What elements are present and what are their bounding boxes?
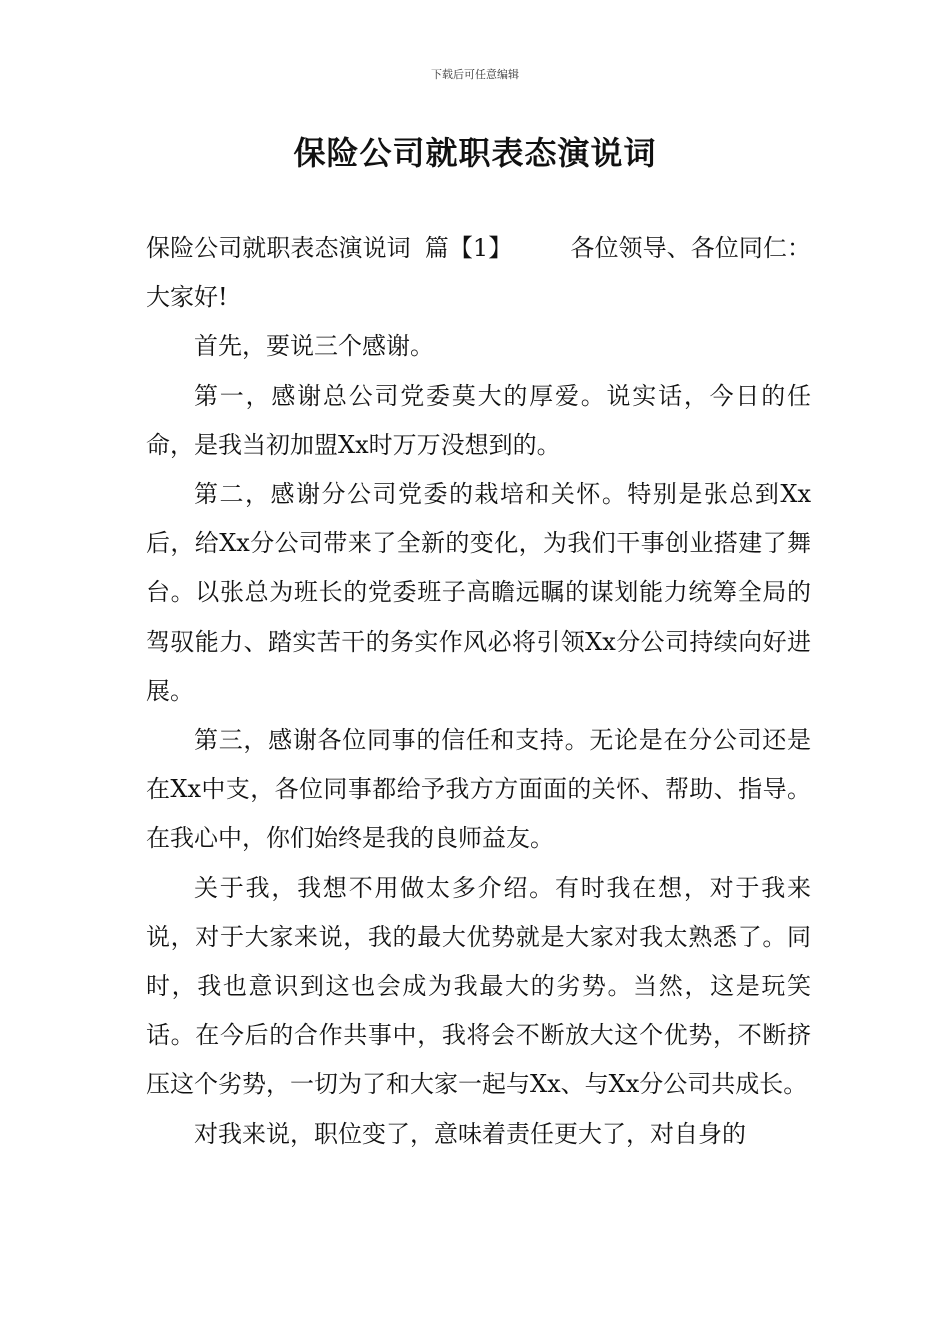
intro-paragraph bbox=[146, 224, 811, 322]
body-paragraph: 第二，感谢分公司党委的栽培和关怀。特别是张总到Xx后，给Xx分公司带来了全新的变化，为我们干事创业搭建了舞台。以张总为班长的党委班子高瞻远瞩的谋划能力统筹全局的驾驭能力、踏实苦干的务实作风必将引领Xx分公司持续向好进展。 bbox=[146, 480, 811, 705]
body-paragraph: 关于我，我想不用做太多介绍。有时我在想，对于我来说，对于大家来说，我的最大优势就是大家对我太熟悉了。同时，我也意识到这也会成为我最大的劣势。当然，这是玩笑话。在今后的合作共事中，我将会不断放大这个优势，不断挤压这个劣势，一切为了和大家一起与Xx、与Xx分公司共成长。 bbox=[146, 873, 811, 1099]
document-title: 保险公司就职表态演说词 bbox=[293, 134, 657, 172]
intro-heading: 保险公司就职表态演说词 bbox=[146, 234, 411, 262]
document-body bbox=[146, 224, 811, 1159]
body-paragraph: 第三，感谢各位同事的信任和支持。无论是在分公司还是在Xx中支，各位同事都给予我方方面面的关怀、帮助、指导。在我心中，你们始终是我的良师益友。 bbox=[146, 726, 811, 853]
body-paragraph: 对我来说，职位变了，意味着责任更大了，对自身的 bbox=[194, 1119, 746, 1148]
header-note: 下载后可任意编辑 bbox=[431, 68, 519, 81]
intro-salutation: 各位领导、各位同仁：大家好! bbox=[146, 234, 812, 312]
body-paragraph: 首先，要说三个感谢。 bbox=[194, 332, 434, 361]
intro-part-label: 篇【1】 bbox=[424, 234, 513, 262]
body-paragraph: 第一，感谢总公司党委莫大的厚爱。说实话，今日的任命，是我当初加盟Xx时万万没想到的。 bbox=[146, 381, 811, 459]
